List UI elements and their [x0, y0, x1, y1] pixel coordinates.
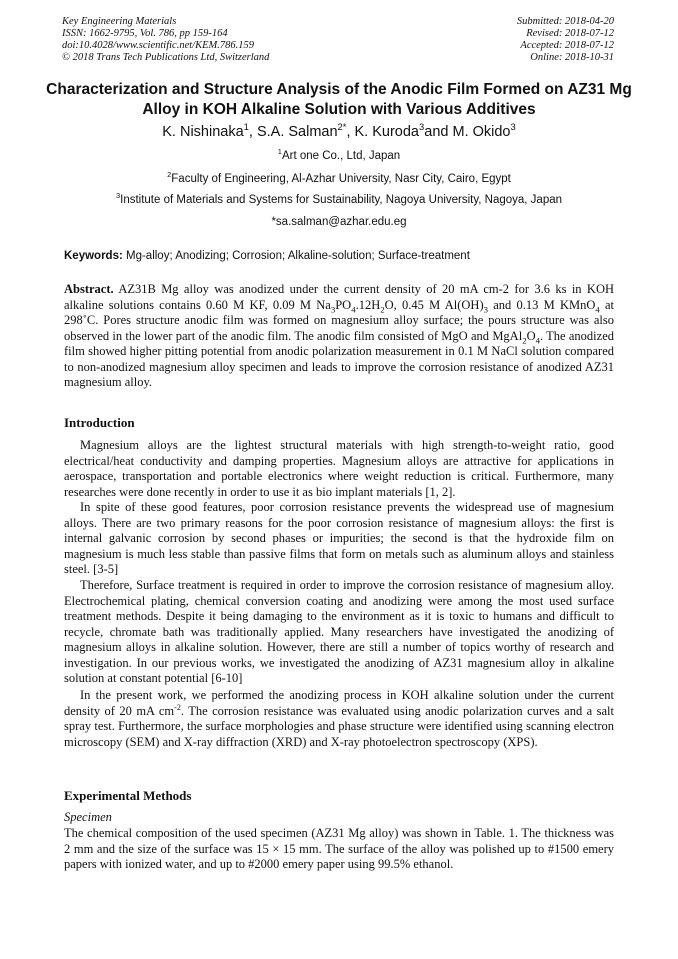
abstract-text: PO [335, 297, 352, 312]
abstract-subscript: 4 [535, 335, 540, 345]
subsection-heading-specimen: Specimen [64, 810, 112, 824]
abstract-text: . The anodized film showed higher pitting potential from anodic polarization measurement in 0.1 M NaCl solution compared to non-anodized magnesium alloy specimen and leads to improve the corrosion resistance of anodized AZ31 magnesium alloy. [64, 328, 614, 389]
date-online: Online: 2018-10-31 [530, 52, 614, 63]
section-heading-introduction: Introduction [64, 415, 135, 430]
abstract-text: O [526, 328, 536, 343]
journal-issn: ISSN: 1662-9795, Vol. 786, pp 159-164 [62, 28, 228, 39]
intro-paragraph-1: Magnesium alloys are the lightest structural materials with high strength-to-weight ratio, good electrical/heat conductivity and damping properties. Magnesium alloys are attractive for applications in aerospace, transportation and portable electronics where weight reduction is critical. Furthermore, many researches were done recently in order to use it as bio implant materials [1, 2]. [64, 438, 614, 499]
journal-copyright: © 2018 Trans Tech Publications Ltd, Switzerland [62, 52, 270, 63]
corresponding-email: *sa.salman@azhar.edu.eg [271, 216, 407, 228]
section-heading-experimental: Experimental Methods [64, 788, 192, 803]
header-right [517, 16, 614, 64]
abstract-text: at 298˚C. Pores structure anodic film was formed on magnesium alloy surface; the pours structure was also observed in the lower part of the anodic film. The anodic film consisted of MgO and MgAl [64, 297, 614, 343]
intro-paragraph-4-text: In the present work, we performed the anodizing process in KOH alkaline solution under the current density of 20 mA cm [64, 688, 614, 718]
affiliation-text: Institute of Materials and Systems for Sustainability, Nagoya University, Nagoya, Japan [120, 194, 563, 206]
intro-paragraph-4 [64, 688, 614, 750]
journal-name: Key Engineering Materials [62, 16, 177, 27]
author-affiliation-mark: 3 [419, 121, 425, 133]
author-affiliation-mark: 3 [510, 121, 516, 133]
abstract-subscript: 3 [330, 304, 336, 314]
intro-paragraph-4-text: . The corrosion resistance was evaluated using anodic polarization curves and a salt spray test. Furthermore, the surface morphologies and phase structure were identified using scanning electron microscopy (SEM) and X-ray diffraction (XRD) and X-ray photoelectron spectroscopy (XPS). [64, 703, 614, 749]
affiliation-1 [40, 149, 638, 163]
abstract-subscript: 2 [380, 304, 385, 314]
affiliation-mark: 2 [167, 170, 172, 180]
affiliation-2 [40, 172, 638, 186]
author-affiliation-mark: 2* [337, 121, 347, 133]
abstract-text: O, 0.45 M Al(OH) [384, 297, 484, 312]
abstract-subscript: 4 [351, 304, 356, 314]
abstract-subscript: 2 [522, 335, 527, 345]
affiliation-text: Art one Co., Ltd, Japan [281, 150, 401, 162]
header-left [62, 16, 269, 64]
abstract-text: .12H [355, 297, 381, 312]
author-name: S.A. Salman [256, 124, 338, 140]
journal-doi: doi:10.4028/www.scientific.net/KEM.786.159 [62, 40, 254, 51]
keywords-label: Keywords: [64, 250, 123, 262]
intro-superscript: -2 [174, 702, 181, 712]
intro-paragraph-2: In spite of these good features, poor corrosion resistance prevents the widespread use of magnesium alloys. There are two primary reasons for the poor corrosion resistance of magnesium alloys: the first is internal galvanic corrosion by second phases or impurities; the second is that the hydroxide film on magnesium is much less stable than passive films that form on metals such as aluminum alloys and stainless steel. [3-5] [64, 500, 614, 576]
abstract-subscript: 3 [483, 304, 488, 314]
abstract [64, 282, 614, 391]
author-and: and [424, 124, 449, 140]
abstract-text: and 0.13 M KMnO [488, 297, 596, 312]
experimental-paragraph-1: The chemical composition of the used specimen (AZ31 Mg alloy) was shown in Table. 1. The thickness was 2 mm and the size of the surface was 15 × 15 mm. The surface of the alloy was polished up to #1500 emery papers with ionized water, and up to #2000 emery paper using 99.5% ethanol. [64, 826, 614, 871]
author-affiliation-mark: 1 [243, 121, 249, 133]
author-name: M. Okido [452, 124, 511, 140]
author-name: K. Kuroda [354, 124, 420, 140]
abstract-subscript: 4 [595, 304, 600, 314]
date-submitted: Submitted: 2018-04-20 [516, 16, 614, 27]
affiliation-3 [40, 193, 638, 207]
intro-paragraph-3: Therefore, Surface treatment is required in order to improve the corrosion resistance of magnesium alloy. Electrochemical plating, chemical conversion coating and anodizing were among the most used surface treatment methods. Despite it being damaging to the environment as it is toxic to humans and difficult to recycle, chromate bath was traditionally applied. Many researchers have investigated the anodizing of magnesium alloys in alkaline solution. However, there are still a number of topics worthy of research and investigation. In our previous works, we investigated the anodizing of AZ31 magnesium alloy in alkaline solution at constant potential [6-10] [64, 578, 614, 685]
affiliation-text: Faculty of Engineering, Al-Azhar University, Nasr City, Cairo, Egypt [171, 173, 511, 185]
keywords-text: Mg-alloy; Anodizing; Corrosion; Alkaline-solution; Surface-treatment [126, 250, 470, 262]
abstract-text: AZ31B Mg alloy was anodized under the current density of 20 mA cm-2 for 3.6 ks in KOH alkaline solutions contains 0.60 M KF, 0.09 M Na [64, 282, 614, 312]
date-revised: Revised: 2018-07-12 [526, 28, 614, 39]
affiliation-mark: 1 [277, 147, 282, 157]
keywords [64, 249, 614, 263]
author-list: K. Nishinaka$^1$, S.A. Salman$^{2*}$, K. Kuroda$^3$and M. Okido$^3$ [162, 121, 516, 140]
affiliation-mark: 3 [115, 191, 121, 201]
date-accepted: Accepted: 2018-07-12 [520, 40, 614, 51]
paper-title: Characterization and Structure Analysis of the Anodic Film Formed on AZ31 Mg Alloy in KOH Alkaline Solution with Various Additives [46, 81, 632, 118]
abstract-label: Abstract. [64, 282, 114, 296]
author-name: K. Nishinaka [162, 124, 244, 140]
